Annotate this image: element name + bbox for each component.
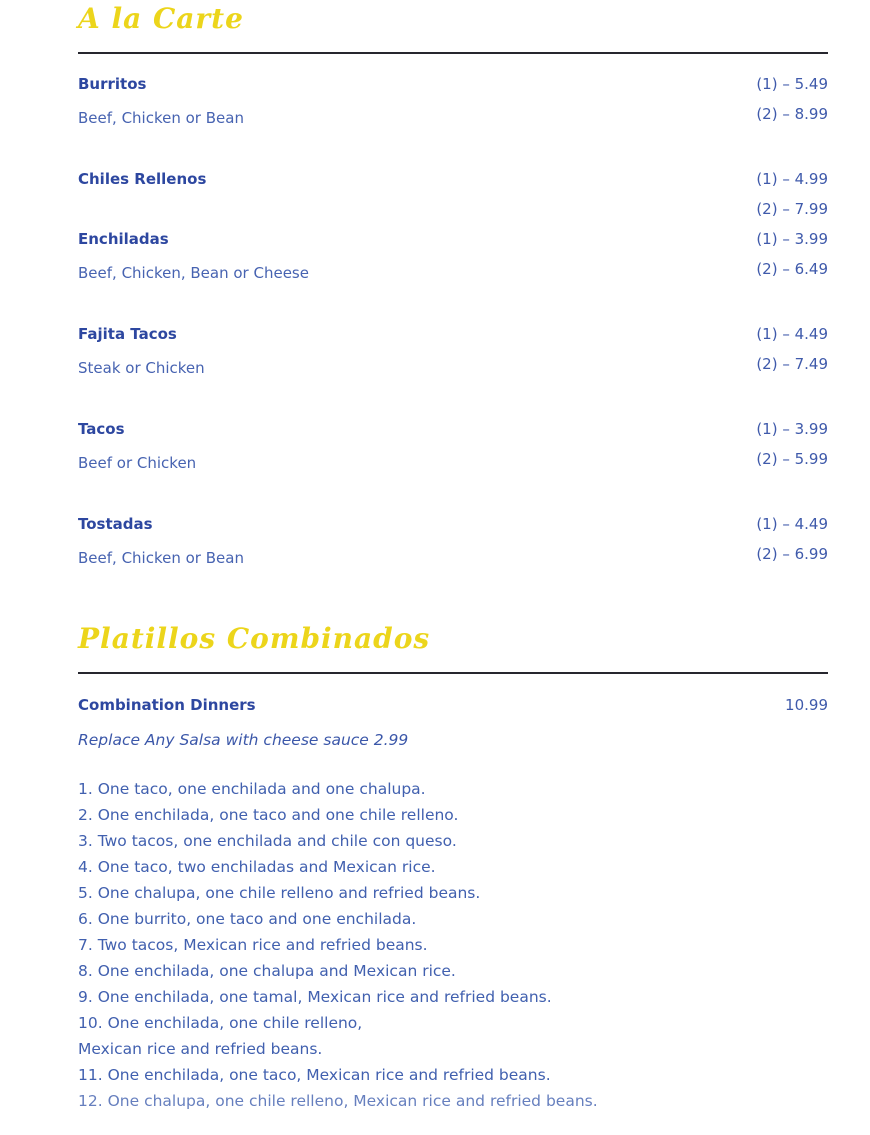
combo-line: 2. One enchilada, one taco and one chile relleno. [78,806,459,824]
item-price-single: (1) – 5.49 [756,75,828,93]
item-description: Beef, Chicken, Bean or Cheese [78,264,309,282]
combo-line: 5. One chalupa, one chile relleno and refried beans. [78,884,481,902]
menu-item-fajita-tacos [78,324,828,378]
section-title-platillos-combinados: Platillos Combinados [78,622,431,655]
item-prices [756,324,828,374]
section-title-a-la-carte: A la Carte [78,2,244,35]
item-price-single: (1) – 4.99 [756,170,828,188]
combo-line: 8. One enchilada, one chalupa and Mexican rice. [78,962,456,980]
salsa-substitution-note: Replace Any Salsa with cheese sauce 2.99 [78,731,409,749]
section-divider [78,672,828,674]
combo-line: 11. One enchilada, one taco, Mexican rice and refried beans. [78,1066,551,1084]
menu-item-tostadas [78,514,828,568]
menu-item-enchiladas [78,229,828,283]
item-name: Tostadas [78,515,153,533]
item-name: Combination Dinners [78,696,256,714]
a-la-carte-items [78,74,828,568]
item-price-double: (2) – 5.99 [756,450,828,468]
item-text [78,169,206,189]
item-text [78,324,205,378]
item-description: Beef or Chicken [78,454,197,472]
item-price-single: (1) – 3.99 [756,230,828,248]
combo-line: 1. One taco, one enchilada and one chalupa. [78,780,426,798]
item-prices [756,229,828,279]
combo-list [78,776,828,1114]
item-text [78,74,244,128]
item-description: Beef, Chicken or Bean [78,549,244,567]
item-price-double: (2) – 6.49 [756,260,828,278]
item-prices [756,419,828,469]
item-price-single: (1) – 3.99 [756,420,828,438]
section-a-la-carte [78,2,828,568]
item-name: Tacos [78,420,125,438]
menu-item-chiles-rellenos [78,169,828,219]
combo-line-clipped: 12. One chalupa, one chile relleno, Mexican rice and refried beans. [78,1092,598,1110]
item-text [78,419,196,473]
combo-line: 3. Two tacos, one enchilada and chile con queso. [78,832,457,850]
item-name: Enchiladas [78,230,169,248]
item-price-double: (2) – 6.99 [756,545,828,563]
item-name: Chiles Rellenos [78,170,207,188]
item-text [78,229,309,283]
combo-line-continuation: Mexican rice and refried beans. [78,1040,323,1058]
item-price-single: (1) – 4.49 [756,515,828,533]
item-name: Fajita Tacos [78,325,177,343]
item-text [78,514,244,568]
section-platillos-combinados [78,622,828,1114]
item-price-double: (2) – 8.99 [756,105,828,123]
combo-line: 4. One taco, two enchiladas and Mexican rice. [78,858,436,876]
item-description: Steak or Chicken [78,359,205,377]
combo-line: 10. One enchilada, one chile relleno, [78,1014,363,1032]
item-description: Beef, Chicken or Bean [78,109,244,127]
item-prices [756,74,828,124]
item-prices [756,514,828,564]
menu-item-tacos [78,419,828,473]
item-price: 10.99 [785,696,828,714]
combo-line: 6. One burrito, one taco and one enchilada. [78,910,417,928]
combo-line: 7. Two tacos, Mexican rice and refried beans. [78,936,428,954]
menu-item-burritos [78,74,828,128]
combo-line: 9. One enchilada, one tamal, Mexican rice and refried beans. [78,988,552,1006]
item-price-double: (2) – 7.99 [756,200,828,218]
section-divider [78,52,828,54]
item-prices [756,169,828,219]
item-name: Burritos [78,75,147,93]
combination-dinners-header [78,695,828,715]
item-price-single: (1) – 4.49 [756,325,828,343]
item-price-double: (2) – 7.49 [756,355,828,373]
